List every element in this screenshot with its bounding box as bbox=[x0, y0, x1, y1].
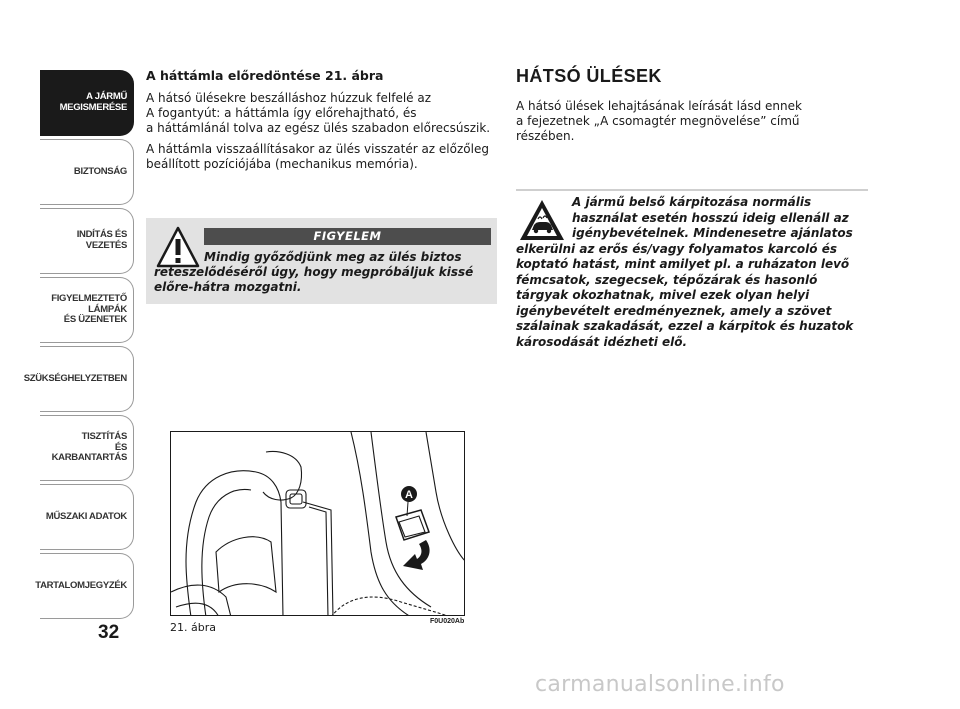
section-title: HÁTSÓ ÜLÉSEK bbox=[516, 66, 662, 86]
tab-label: INDÍTÁS ÉS VEZETÉS bbox=[76, 229, 127, 251]
watermark: carmanualsonline.info bbox=[535, 672, 785, 697]
left-column bbox=[146, 68, 498, 178]
tab-vehicle-overview[interactable] bbox=[40, 70, 134, 136]
tab-label: FIGYELMEZTETŐ LÁMPÁK ÉS ÜZENETEK bbox=[51, 292, 127, 326]
text-line: a háttámlánál tolva az egész ülés szabadon előrecsúszik. bbox=[146, 121, 491, 135]
page-number: 32 bbox=[98, 622, 120, 643]
lift-arrow bbox=[403, 540, 430, 570]
warning-label: FIGYELEM bbox=[204, 228, 491, 245]
tab-label: A JÁRMŰ MEGISMERÉSE bbox=[59, 91, 127, 113]
callout-label: A bbox=[405, 489, 413, 501]
tab-maintenance[interactable] bbox=[40, 415, 134, 481]
text-line: a fejezetnek „A csomagtér megnövelése” című bbox=[516, 114, 800, 128]
tab-label: TISZTÍTÁS ÉS KARBANTARTÁS bbox=[51, 430, 127, 464]
text-line: használat esetén hosszú ideig ellenáll az bbox=[572, 210, 849, 225]
text-line: igénybevételnek. Mindenesetre ajánlatos bbox=[572, 226, 853, 240]
seat-illustration bbox=[170, 431, 465, 616]
tab-label: TARTALOMJEGYZÉK bbox=[35, 579, 127, 591]
tab-technical-data[interactable] bbox=[40, 484, 134, 550]
tab-label: MŰSZAKI ADATOK bbox=[45, 510, 127, 522]
tab-label: SZÜKSÉGHELYZETBEN bbox=[23, 372, 127, 384]
right-column bbox=[516, 66, 870, 144]
tab-index[interactable] bbox=[35, 553, 134, 619]
figure-code: F0U020Ab bbox=[430, 618, 465, 625]
section-heading: A háttámla előredöntése 21. ábra bbox=[146, 68, 384, 83]
figure-caption: 21. ábra bbox=[170, 621, 216, 634]
text-line: részében. bbox=[516, 129, 575, 143]
text-block: elkerülni az erős és/vagy folyamatos karcoló és koptató hatást, mint amilyet pl. a ruházaton levő fémcsatok, szegecsek, tépőzárak és hasonló tárgyak okozhatnak, mivel ezek olyan helyi igénybevételt eredményeznek, amely a szövet szálainak szakadását, ezzel a kárpitok és huzatok károsodását idézheti elő. bbox=[516, 241, 854, 349]
paragraph bbox=[146, 91, 498, 136]
text-line: A fogantyút: a háttámla így előrehajtható, és bbox=[146, 106, 417, 120]
text-line: A hátsó ülésekre beszálláshoz húzzuk felfelé az bbox=[146, 91, 432, 105]
warning-box bbox=[146, 218, 497, 304]
text-line: A jármű belső kárpitozása normális bbox=[572, 195, 812, 209]
text-line: A hátsó ülések lehajtásának leírását lásd ennek bbox=[516, 99, 802, 113]
tab-starting-driving[interactable] bbox=[40, 208, 134, 274]
divider bbox=[516, 189, 868, 191]
tab-safety[interactable] bbox=[40, 139, 134, 205]
seat-drawing bbox=[171, 432, 465, 616]
paragraph bbox=[516, 99, 870, 144]
note-text bbox=[516, 195, 872, 350]
paragraph: A háttámla visszaállításakor az ülés visszatér az előzőleg beállított pozíciójába (mechanikus memória). bbox=[146, 142, 489, 171]
tab-label: BIZTONSÁG bbox=[73, 165, 127, 177]
tab-warning-lights[interactable] bbox=[40, 277, 134, 343]
tab-emergency[interactable] bbox=[23, 346, 134, 412]
warning-text: Mindig győződjünk meg az ülés biztos reteszelődéséről úgy, hogy megpróbáljuk kissé előre-hátra mozgatni. bbox=[154, 250, 474, 294]
